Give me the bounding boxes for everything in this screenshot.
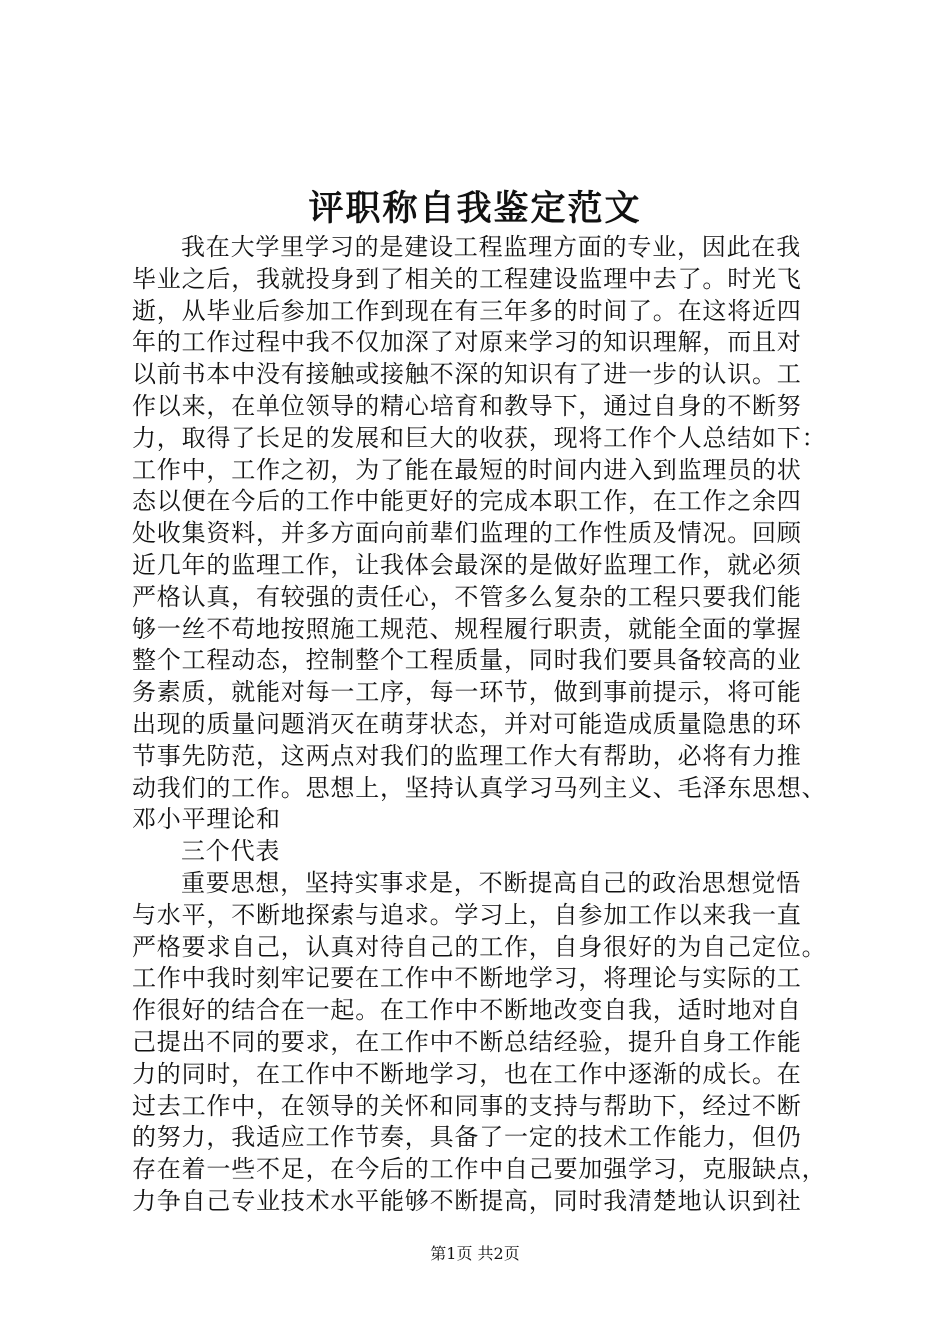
text-line: 力争自己专业技术水平能够不断提高，同时我清楚地认识到社	[132, 1186, 802, 1215]
text-line: 处收集资料，并多方面向前辈们监理的工作性质及情况。回顾	[132, 519, 802, 548]
text-line: 年的工作过程中我不仅加深了对原来学习的知识理解，而且对	[132, 328, 802, 357]
text-line: 逝，从毕业后参加工作到现在有三年多的时间了。在这将近四	[132, 296, 802, 325]
text-line: 近几年的监理工作，让我体会最深的是做好监理工作，就必须	[132, 550, 802, 579]
text-line: 重要思想，坚持实事求是，不断提高自己的政治思想觉悟	[181, 868, 801, 897]
text-line: 严格认真，有较强的责任心，不管多么复杂的工程只要我们能	[132, 582, 802, 611]
text-line: 够一丝不苟地按照施工规范、规程履行职责，就能全面的掌握	[132, 614, 802, 643]
text-line: 过去工作中，在领导的关怀和同事的支持与帮助下，经过不断	[132, 1091, 802, 1120]
text-line: 毕业之后，我就投身到了相关的工程建设监理中去了。时光飞	[132, 264, 802, 293]
text-line: 务素质，就能对每一工序，每一环节，做到事前提示，将可能	[132, 678, 802, 707]
text-line: 作很好的结合在一起。在工作中不断地改变自我，适时地对自	[132, 996, 802, 1025]
page-title: 评职称自我鉴定范文	[308, 188, 642, 229]
text-line: 严格要求自己，认真对待自己的工作，自身很好的为自己定位。	[132, 932, 827, 961]
text-line: 节事先防范，这两点对我们的监理工作大有帮助，必将有力推	[132, 741, 802, 770]
text-line: 动我们的工作。思想上，坚持认真学习马列主义、毛泽东思想、	[132, 773, 827, 802]
text-line: 以前书本中没有接触或接触不深的知识有了进一步的认识。工	[132, 360, 802, 389]
text-line: 态以便在今后的工作中能更好的完成本职工作，在工作之余四	[132, 487, 802, 516]
text-line: 整个工程动态，控制整个工程质量，同时我们要具备较高的业	[132, 646, 802, 675]
text-line: 三个代表	[181, 837, 281, 866]
text-line: 作以来，在单位领导的精心培育和教导下，通过自身的不断努	[132, 391, 802, 420]
text-line: 邓小平理论和	[132, 805, 281, 834]
text-line: 力的同时，在工作中不断地学习，也在工作中逐渐的成长。在	[132, 1059, 802, 1088]
text-line: 的努力，我适应工作节奏，具备了一定的技术工作能力，但仍	[132, 1123, 802, 1152]
text-line: 存在着一些不足，在今后的工作中自己要加强学习，克服缺点，	[132, 1155, 827, 1184]
text-line: 工作中，工作之初，为了能在最短的时间内进入到监理员的状	[132, 455, 802, 484]
text-line: 与水平，不断地探索与追求。学习上，自参加工作以来我一直	[132, 900, 802, 929]
text-line: 力，取得了长足的发展和巨大的收获，现将工作个人总结如下：	[132, 423, 827, 452]
text-line: 出现的质量问题消灭在萌芽状态，并对可能造成质量隐患的环	[132, 709, 802, 738]
text-line: 工作中我时刻牢记要在工作中不断地学习，将理论与实际的工	[132, 964, 802, 993]
document-body	[132, 232, 832, 1218]
page-number: 第1页 共2页	[430, 1244, 520, 1263]
text-line: 己提出不同的要求，在工作中不断总结经验，提升自身工作能	[132, 1027, 802, 1056]
text-line: 我在大学里学习的是建设工程监理方面的专业，因此在我	[181, 233, 801, 261]
